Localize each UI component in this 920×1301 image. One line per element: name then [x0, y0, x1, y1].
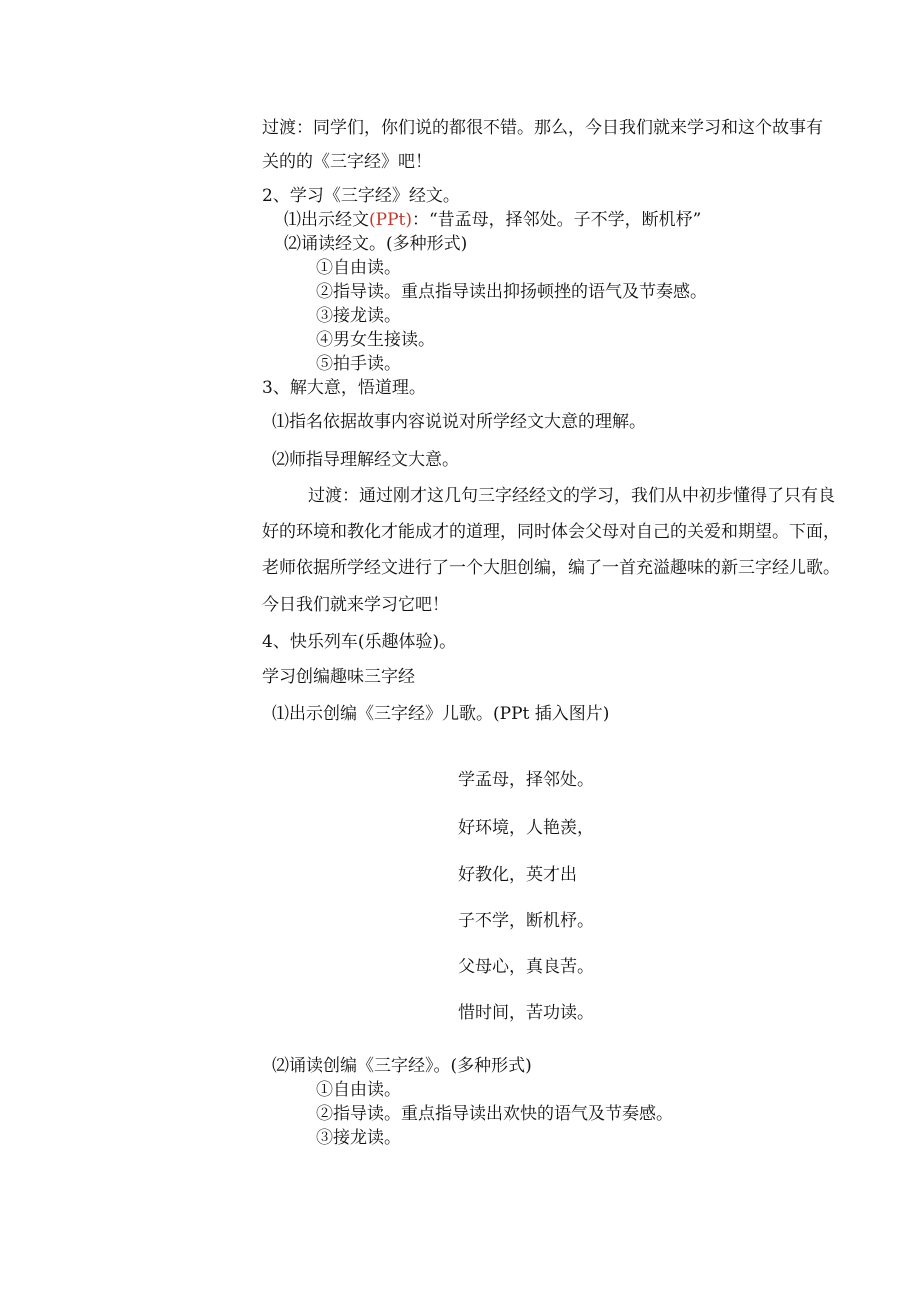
reading-mode: ④男女生接读。 — [316, 330, 435, 350]
reading-mode: ②指导读。重点指导读出欢快的语气及节奏感。 — [316, 1104, 673, 1124]
reading-mode: ③接龙读。 — [316, 306, 401, 326]
poem-line: 惜时间，苦功读。 — [458, 1003, 594, 1023]
section-2-item-1-prefix: ⑴出示经文 — [284, 210, 369, 230]
section-3-item-1: ⑴指名依据故事内容说说对所学经文大意的理解。 — [272, 412, 646, 432]
transition-2-line-4: 今日我们就来学习它吧！ — [262, 595, 449, 615]
transition-1-line-1: 过渡：同学们，你们说的都很不错。那么，今日我们就来学习和这个故事有 — [262, 118, 823, 138]
reading-mode: ⑤拍手读。 — [316, 354, 401, 374]
section-4-item-2: ⑵诵读创编《三字经》。(多种形式) — [272, 1056, 532, 1076]
section-2-heading: 2、学习《三字经》经文。 — [262, 186, 460, 206]
transition-2-line-3: 老师依据所学经文进行了一个大胆创编，编了一首充溢趣味的新三字经儿歌。 — [262, 558, 840, 578]
section-3-heading: 3、解大意，悟道理。 — [262, 378, 426, 398]
poem-line: 好教化，英才出 — [458, 865, 577, 885]
section-4-heading: 4、快乐列车(乐趣体验)。 — [262, 632, 457, 652]
section-3-item-2: ⑵师指导理解经文大意。 — [272, 450, 459, 470]
ppt-label: (PPt) — [369, 210, 412, 230]
section-2-item-1 — [284, 210, 701, 230]
transition-1-line-2: 关的的《三字经》吧！ — [262, 152, 432, 172]
poem-line: 学孟母，择邻处。 — [458, 770, 594, 790]
reading-mode: ③接龙读。 — [316, 1128, 401, 1148]
section-4-subheading: 学习创编趣味三字经 — [262, 667, 415, 687]
section-2-item-1-quote: ：“昔孟母，择邻处。子不学，断机杼” — [411, 210, 702, 230]
transition-2-line-2: 好的环境和教化才能成才的道理，同时体会父母对自己的关爱和期望。下面， — [262, 522, 840, 542]
transition-2-line-1: 过渡：通过刚才这几句三字经经文的学习，我们从中初步懂得了只有良 — [308, 486, 835, 506]
reading-mode: ①自由读。 — [316, 1080, 401, 1100]
poem-line: 父母心，真良苦。 — [458, 957, 594, 977]
reading-mode: ②指导读。重点指导读出抑扬顿挫的语气及节奏感。 — [316, 282, 707, 302]
section-4-item-1: ⑴出示创编《三字经》儿歌。(PPt 插入图片) — [272, 704, 610, 724]
reading-mode: ①自由读。 — [316, 258, 401, 278]
poem-line: 好环境，人艳羡， — [458, 818, 594, 838]
section-2-item-2: ⑵诵读经文。(多种形式) — [284, 234, 468, 254]
poem-line: 子不学，断机杼。 — [458, 911, 594, 931]
